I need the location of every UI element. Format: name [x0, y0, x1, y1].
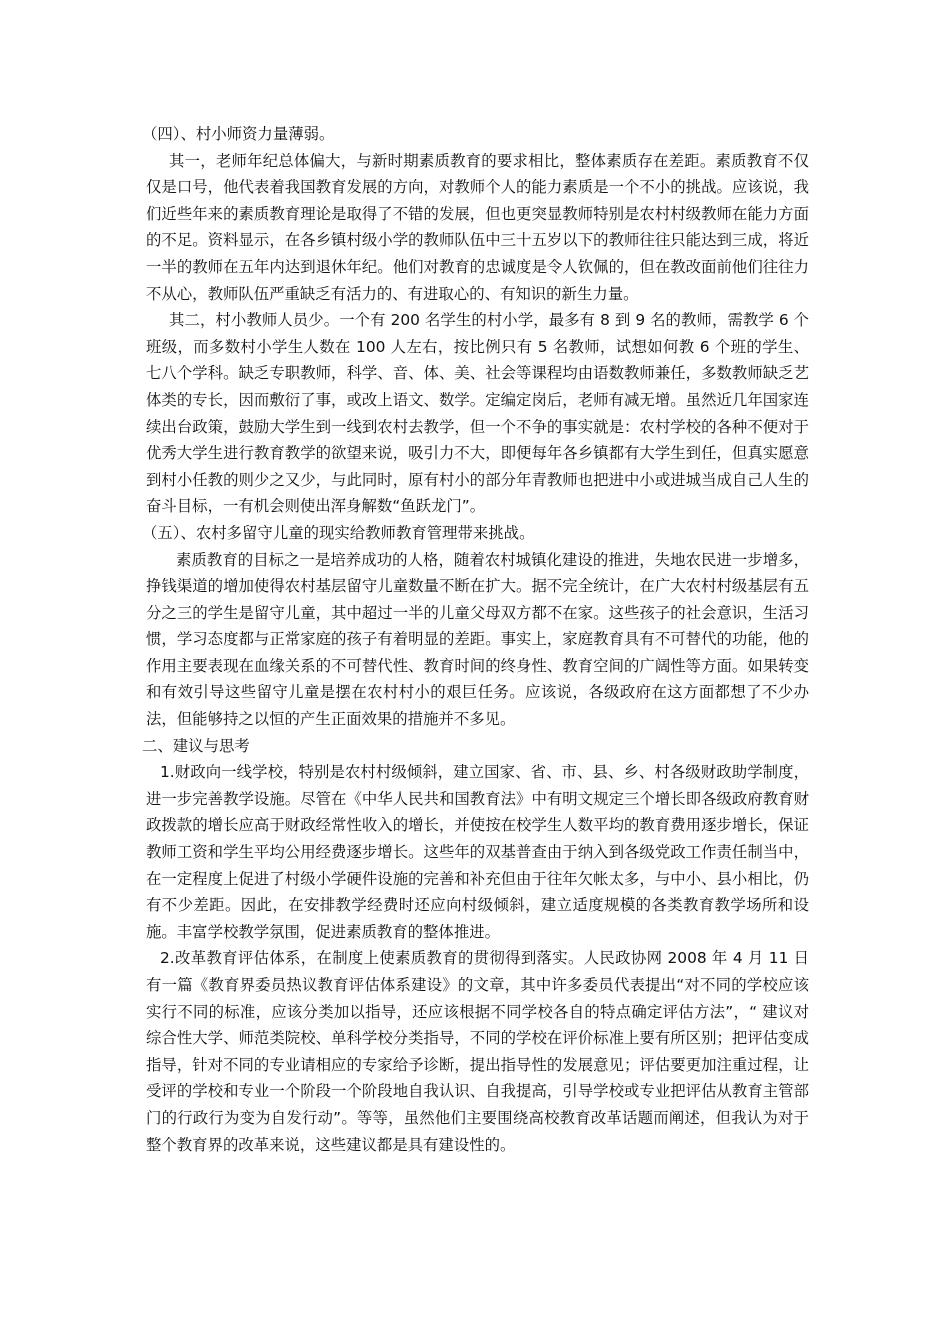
- paragraph-teacher-count: 其二，村小教师人员少。一个有 200 名学生的村小学，最多有 8 到 9 名的教师，需教学 6 个班级，而多数村小学生人数在 100 人左右，按比例只有 5 名教师，试想如何教 6 个班的学生、七八个学科。缺乏专职教师，科学、音、体、美、社会等课程均由语数教师兼任，多数教师缺乏艺体类的专长，因而敷衍了事，或改上语文、数学。定编定岗后，老师有减无增。虽然近几年国家连续出台政策，鼓励大学生到一线到农村去教学，但一个不争的事实就是：农村学校的各种不便对于优秀大学生进行教育教学的欲望来说，吸引力不大，即便每年各乡镇都有大学生到任，但真实愿意到村小任教的则少之又少，与此同时，原有村小的部分年青教师也把进中小或进城当成自己人生的奋斗目标，一有机会则使出浑身解数“鱼跃龙门”。: [146, 311, 809, 516]
- paragraph-left-behind-children: 素质教育的目标之一是培养成功的人格，随着农村城镇化建设的推进，失地农民进一步增多，挣钱渠道的增加使得农村基层留守儿童数量不断在扩大。据不完全统计，在广大农村村级基层有五分之三的学生是留守儿童，其中超过一半的儿童父母双方都不在家。这些孩子的社会意识，生活习惯，学习态度都与正常家庭的孩子有着明显的差距。事实上，家庭教育具有不可替代的功能，他的作用主要表现在血缘关系的不可替代性、教育时间的终身性、教育空间的广阔性等方面。如果转变和有效引导这些留守儿童是摆在农村村小的艰巨任务。应该说，各级政府在这方面都想了不少办法，但能够持之以恒的产生正面效果的措施并不多见。: [146, 550, 809, 729]
- section-heading-5: （五）、农村多留守儿童的现实给教师教育管理带来挑战。: [142, 523, 535, 542]
- paragraph-teacher-age: 其一，老师年纪总体偏大，与新时期素质教育的要求相比，整体素质存在差距。素质教育不仅仅是口号，他代表着我国教育发展的方向，对教师个人的能力素质是一个不小的挑战。应该说，我们近些年来的素质教育理论是取得了不错的发展，但也更突显教师特别是农村村级教师在能力方面的不足。资料显示，在各乡镇村级小学的教师队伍中三十五岁以下的教师往往只能达到三成，将近一半的教师在五年内达到退休年纪。他们对教育的忠诚度是令人钦佩的，但在教改面前他们往往力不从心，教师队伍严重缺乏有活力的、有进取心的、有知识的新生力量。: [146, 151, 809, 303]
- document-page: [142, 121, 809, 1158]
- paragraph-finance-suggestion: 1.财政向一线学校，特别是农村村级倾斜，建立国家、省、市、县、乡、村各级财政助学制度，进一步完善教学设施。尽管在《中华人民共和国教育法》中有明文规定三个增长即各级政府教育财政拨款的增长应高于财政经常性收入的增长，并使按在校学生人数平均的教育费用逐步增长，保证教师工资和学生平均公用经费逐步增长。这些年的双基普查由于纳入到各级党政工作责任制当中，在一定程度上促进了村级小学硬件设施的完善和补充但由于往年欠帐太多，与中小、县小相比，仍有不少差距。因此，在安排教学经费时还应向村级倾斜，建立适度规模的各类教育教学场所和设施。丰富学校教学氛围，促进素质教育的整体推进。: [146, 763, 809, 941]
- paragraph-evaluation-suggestion: 2.改革教育评估体系，在制度上使素质教育的贯彻得到落实。人民政协网 2008 年 4 月 11 日有一篇《教育界委员热议教育评估体系建设》的文章，其中许多委员代表提出“对不同的学校应该实行不同的标准，应该分类加以指导，还应该根据不同学校各自的特点确定评估方法”，“ 建议对综合性大学、师范类院校、单科学校分类指导，不同的学校在评价标准上要有所区别；把评估变成指导，针对不同的专业请相应的专家给予诊断，提出指导性的发展意见；评估要更加注重过程，让受评的学校和专业一个阶段一个阶段地自我认识、自我提高，引导学校或专业把评估从教育主管部门的行政行为变为自发行动”。等等，虽然他们主要围绕高校教育改革话题而阐述，但我认为对于整个教育界的改革来说，这些建议都是具有建设性的。: [146, 949, 809, 1154]
- section-heading-4: （四）、村小师资力量薄弱。: [142, 125, 335, 143]
- section-heading-suggestions: 二、建议与思考: [142, 736, 250, 755]
